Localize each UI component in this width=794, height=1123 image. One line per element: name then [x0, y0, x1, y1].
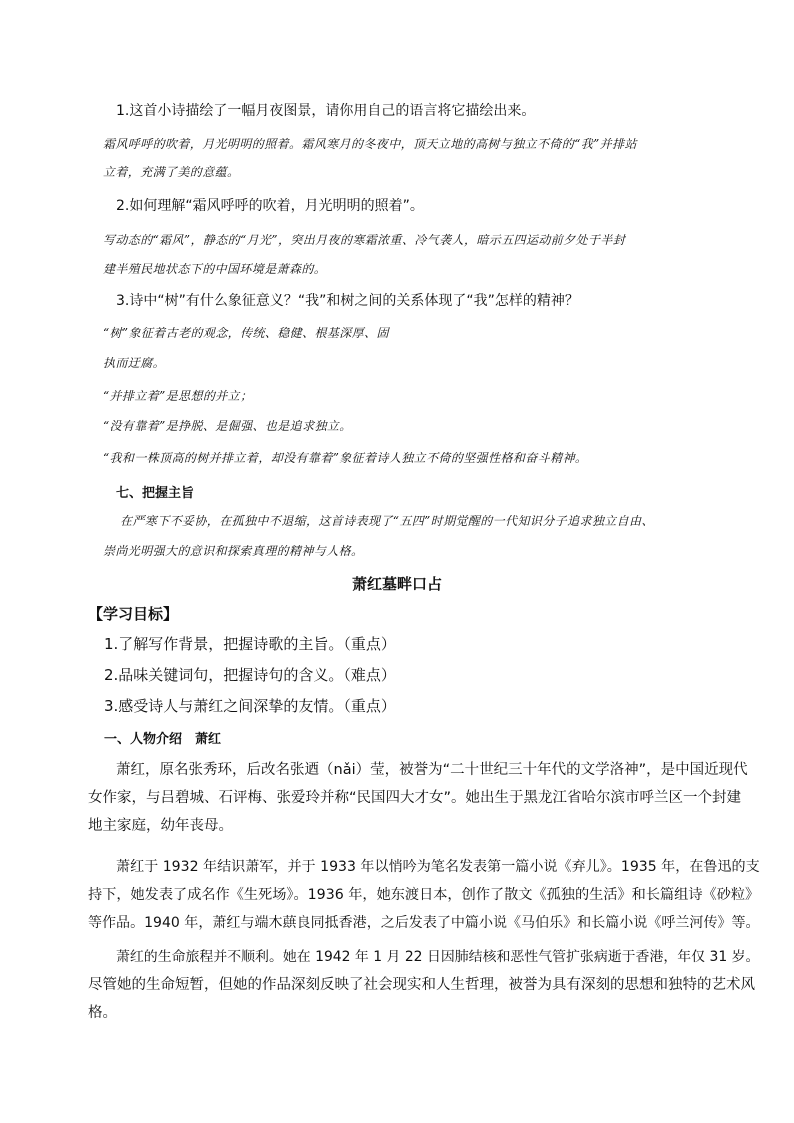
goal-3: 3.感受诗人与萧红之间深挚的友情。（重点） — [104, 697, 396, 715]
answer-3-line-2: 执而迂腐。 — [103, 356, 166, 370]
paragraph-1-line-3: 地主家庭，幼年丧母。 — [88, 818, 233, 834]
question-1: 1.这首小诗描绘了一幅月夜图景，请你用自己的语言将它描绘出来。 — [116, 103, 536, 119]
question-3: 3.诗中“树”有什么象征意义？“我”和树之间的关系体现了“我”怎样的精神？ — [116, 293, 579, 309]
answer-2-line-1: 写动态的“霜风”，静态的“月光”，突出月夜的寒霜浓重、冷气袭人，暗示五四运动前夕处于半封 — [103, 233, 626, 247]
answer-3-line-4: “没有靠着”是挣脱、是倔强、也是追求独立。 — [103, 419, 352, 433]
theme-line-2: 崇尚光明强大的意识和探索真理的精神与人格。 — [103, 544, 364, 558]
answer-1-line-1: 霜风呼呼的吹着，月光明明的照着。霜风寒月的冬夜中，顶天立地的高树与独立不倚的“我”并排站 — [103, 137, 637, 151]
paragraph-3-line-3: 格。 — [88, 1005, 117, 1021]
paragraph-1-line-2: 女作家，与吕碧城、石评梅、张爱玲并称“民国四大才女”。她出生于黑龙江省哈尔滨市呼兰区一个封建 — [88, 790, 742, 806]
paragraph-3-line-2: 尽管她的生命短暂，但她的作品深刻反映了社会现实和人生哲理，被誉为具有深刻的思想和独特的艺术风 — [88, 977, 755, 993]
theme-line-1: 在严寒下不妥协，在孤独中不退缩，这首诗表现了“五四”时期觉醒的一代知识分子追求独立自由、 — [120, 514, 654, 528]
paragraph-1-line-1: 萧红，原名张秀环，后改名张迺（nǎi）莹，被誉为“二十世纪三十年代的文学洛神”，是中国近现代 — [116, 762, 748, 778]
answer-2-line-2: 建半殖民地状态下的中国环境是萧森的。 — [103, 262, 327, 276]
answer-3-line-5: “我和一株顶高的树并排立着，却没有靠着”象征着诗人独立不倚的坚强性格和奋斗精神。 — [103, 451, 588, 465]
answer-1-line-2: 立着，充满了美的意蕴。 — [103, 165, 240, 179]
goal-1: 1.了解写作背景，把握诗歌的主旨。（重点） — [104, 635, 396, 653]
theme-heading: 七、把握主旨 — [116, 486, 195, 501]
paragraph-2-line-3: 等作品。1940 年，萧红与端木蕻良同抵香港，之后发表了中篇小说《马伯乐》和长篇小说《呼兰河传》等。 — [88, 915, 760, 931]
answer-3-line-1: “树”象征着古老的观念，传统、稳健、根基深厚、固 — [103, 326, 389, 340]
intro-heading: 一、人物介绍 萧红 — [104, 732, 222, 747]
answer-3-line-3: “并排立着”是思想的并立； — [103, 389, 253, 403]
question-2: 2.如何理解“霜风呼呼的吹着，月光明明的照着”。 — [116, 198, 424, 214]
goal-2: 2.品味关键词句，把握诗句的含义。（难点） — [104, 666, 396, 684]
paragraph-3-line-1: 萧红的生命旅程并不顺利。她在 1942 年 1 月 22 日因肺结核和恶性气管扩张病逝于香港，年仅 31 岁。 — [116, 949, 760, 965]
poem-title: 萧红墓畔口占 — [351, 575, 442, 593]
goals-label: 【学习目标】 — [88, 605, 179, 623]
paragraph-2-line-1: 萧红于 1932 年结识萧军，并于 1933 年以悄吟为笔名发表第一篇小说《弃儿》。1935 年，在鲁迅的支 — [116, 859, 760, 875]
paragraph-2-line-2: 持下，她发表了成名作《生死场》。1936 年，她东渡日本，创作了散文《孤独的生活》和长篇组诗《砂粒》 — [88, 887, 760, 903]
